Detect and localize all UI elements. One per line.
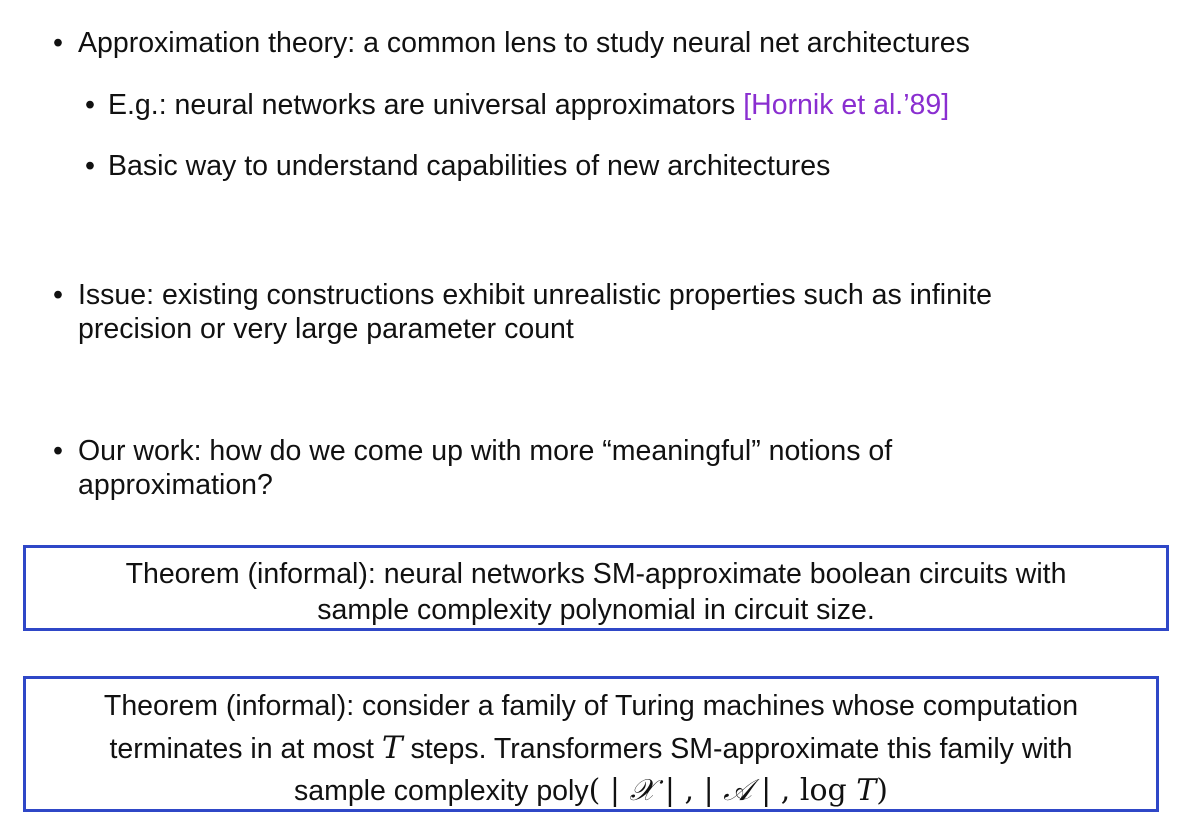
theorem-line2-text: terminates in at most xyxy=(109,733,382,765)
math-variable-T: T xyxy=(381,730,403,766)
bullet-text-line1: Our work: how do we come up with more “meaningful” notions of xyxy=(78,435,893,467)
theorem-line1: Theorem (informal): consider a family of Turing machines whose computation xyxy=(103,690,1079,722)
bullet-text: Approximation theory: a common lens to study neural net architectures xyxy=(78,27,970,59)
theorem-box-turing xyxy=(23,676,1159,812)
bullet-dot: • xyxy=(53,279,63,311)
subbullet-basic-way xyxy=(85,149,1158,183)
math-open-paren: ( | xyxy=(588,773,630,808)
math-script-A: 𝒜 xyxy=(723,773,752,808)
theorem-line3-text: sample complexity poly xyxy=(293,775,589,807)
bullet-text-line1: Issue: existing constructions exhibit unrealistic properties such as infinite xyxy=(78,279,993,311)
bullet-text-line2: approximation? xyxy=(78,469,273,501)
bullet-approximation-theory xyxy=(53,26,1158,60)
theorem-line2-text-end: steps. Transformers SM-approximate this family with xyxy=(402,733,1073,765)
theorem-line2 xyxy=(26,727,1156,770)
theorem-line2: sample complexity polynomial in circuit size. xyxy=(317,594,875,626)
subbullet-universal-approximators xyxy=(85,88,1158,122)
bullet-dot: • xyxy=(53,27,63,59)
theorem-line3 xyxy=(26,770,1156,812)
bullet-dot: • xyxy=(53,435,63,467)
bullet-text: Basic way to understand capabilities of new architectures xyxy=(108,150,831,182)
math-close-paren: ) xyxy=(876,773,889,808)
math-script-X: 𝒳 xyxy=(629,773,656,808)
bullet-dot: • xyxy=(85,150,95,182)
bullet-issue xyxy=(53,278,1158,346)
bullet-text: E.g.: neural networks are universal approximators xyxy=(108,89,744,121)
math-variable-T: T xyxy=(856,773,877,808)
bullet-text-line2: precision or very large parameter count xyxy=(78,313,574,345)
theorem-box-circuits xyxy=(23,545,1169,631)
theorem-line1: Theorem (informal): neural networks SM-approximate boolean circuits with xyxy=(125,558,1067,590)
bullet-dot: • xyxy=(85,89,95,121)
bullet-our-work xyxy=(53,434,1158,502)
math-separator: | , | xyxy=(655,773,724,808)
math-separator: | , xyxy=(751,773,800,808)
math-log: log xyxy=(799,773,857,808)
citation-link: [Hornik et al.’89] xyxy=(743,89,950,121)
